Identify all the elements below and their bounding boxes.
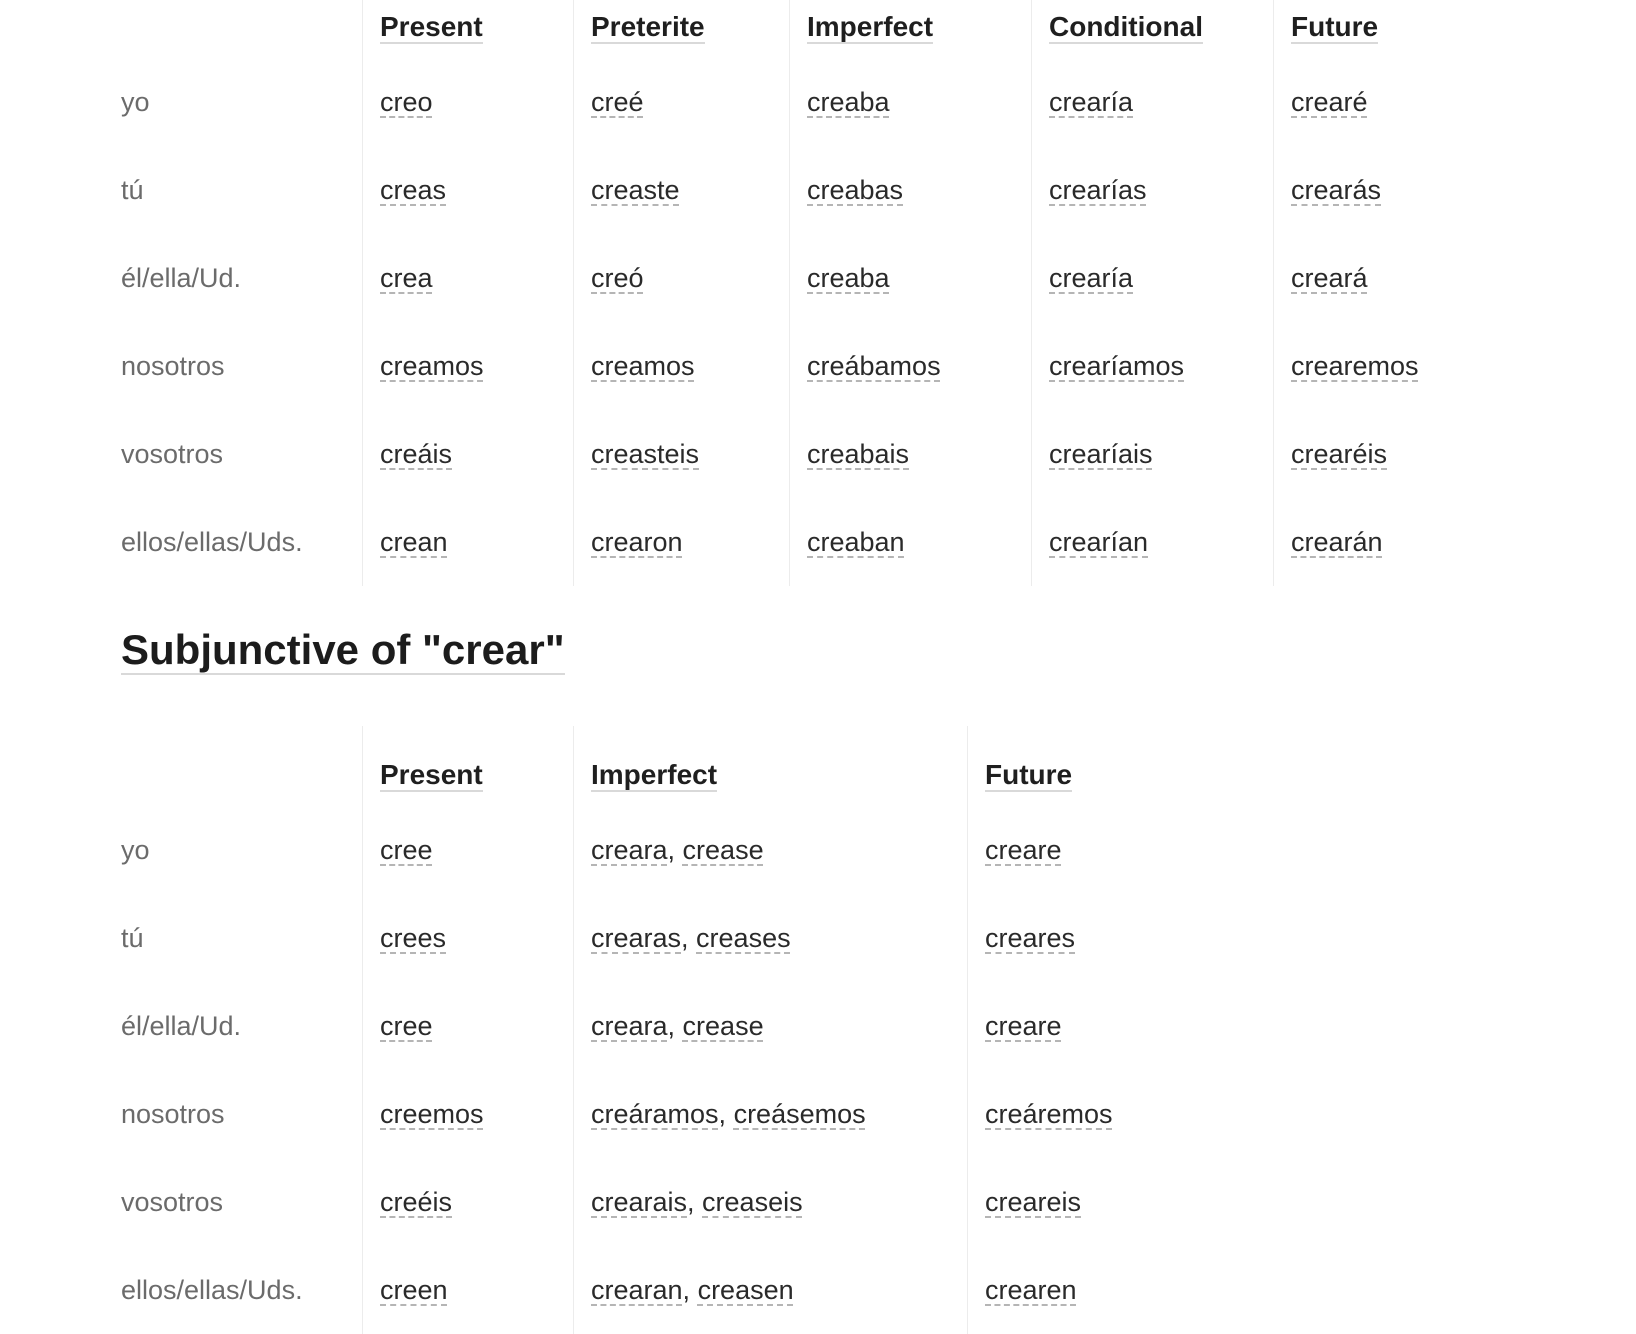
- verb-form-link[interactable]: creamos: [591, 350, 695, 381]
- table-row: [121, 1246, 1268, 1334]
- verb-form-link[interactable]: crearás: [1291, 174, 1382, 205]
- verb-form-link[interactable]: crearán: [1291, 526, 1383, 557]
- form-separator: ,: [667, 834, 683, 865]
- header-cell: [1274, 0, 1504, 58]
- table-cell: [363, 234, 574, 322]
- header-cell: [1032, 0, 1274, 58]
- table-cell: [1032, 58, 1274, 146]
- verb-form-link[interactable]: cree: [380, 1010, 433, 1041]
- table-row: [121, 58, 1504, 146]
- tense-header-present: Present: [380, 760, 483, 792]
- table-cell: [1274, 322, 1504, 410]
- table-cell: [363, 58, 574, 146]
- verb-form-link[interactable]: crearía: [1049, 262, 1134, 293]
- person-label: tú: [121, 146, 363, 234]
- verb-form-link[interactable]: creamos: [380, 350, 484, 381]
- table-cell: [363, 322, 574, 410]
- form-separator: ,: [687, 1186, 703, 1217]
- table-cell: [1032, 322, 1274, 410]
- verb-form-link[interactable]: creéis: [380, 1186, 453, 1217]
- person-label: vosotros: [121, 410, 363, 498]
- person-label: él/ella/Ud.: [121, 234, 363, 322]
- table-cell: [574, 498, 790, 586]
- table-cell: [574, 146, 790, 234]
- form-separator: ,: [718, 1098, 734, 1129]
- table-cell: [363, 1246, 574, 1334]
- verb-form-link[interactable]: cree: [380, 834, 433, 865]
- verb-form-link[interactable]: creé: [591, 86, 644, 117]
- table-row: [121, 146, 1504, 234]
- verb-form-link[interactable]: creemos: [380, 1098, 484, 1129]
- table-cell: [363, 498, 574, 586]
- table-cell: [1274, 234, 1504, 322]
- verb-form-link[interactable]: creabas: [807, 174, 904, 205]
- header-cell: [574, 726, 968, 806]
- verb-form-link[interactable]: creases: [696, 922, 791, 953]
- table-cell: [968, 894, 1268, 982]
- table-cell: [790, 234, 1032, 322]
- verb-form-link[interactable]: crearéis: [1291, 438, 1388, 469]
- verb-form-link[interactable]: creáis: [380, 438, 453, 469]
- table-cell: [574, 234, 790, 322]
- table-cell: [363, 146, 574, 234]
- person-label: tú: [121, 894, 363, 982]
- table-cell: [1274, 58, 1504, 146]
- header-cell: [968, 726, 1268, 806]
- verb-form-link[interactable]: creaba: [807, 86, 890, 117]
- table-cell: [1274, 498, 1504, 586]
- table-cell: [363, 806, 574, 894]
- header-cell: [574, 0, 790, 58]
- verb-form-link[interactable]: creáramos: [591, 1098, 719, 1129]
- table-row: [121, 894, 1268, 982]
- tense-header-imperfect: Imperfect: [591, 760, 717, 792]
- verb-form-link[interactable]: creareis: [985, 1186, 1082, 1217]
- table-cell: [363, 410, 574, 498]
- table-row: [121, 982, 1268, 1070]
- verb-form-link[interactable]: crearais: [591, 1186, 688, 1217]
- table-cell: [1032, 234, 1274, 322]
- verb-form-link[interactable]: crearan: [591, 1274, 683, 1305]
- person-label: nosotros: [121, 322, 363, 410]
- verb-form-link[interactable]: crearíamos: [1049, 350, 1185, 381]
- header-cell: [363, 726, 574, 806]
- table-cell: [790, 146, 1032, 234]
- table-cell: [574, 410, 790, 498]
- table-cell: [790, 498, 1032, 586]
- header-cell: [363, 0, 574, 58]
- verb-form-link[interactable]: crease: [682, 834, 764, 865]
- verb-form-link[interactable]: creo: [380, 86, 433, 117]
- verb-form-link[interactable]: creásemos: [733, 1098, 866, 1129]
- person-label: él/ella/Ud.: [121, 982, 363, 1070]
- header-cell: [790, 0, 1032, 58]
- person-label: yo: [121, 806, 363, 894]
- table-cell: [363, 1070, 574, 1158]
- verb-form-link[interactable]: creabais: [807, 438, 910, 469]
- person-label: ellos/ellas/Uds.: [121, 1246, 363, 1334]
- table-row: [121, 410, 1504, 498]
- tense-header-conditional: Conditional: [1049, 12, 1203, 44]
- person-label: vosotros: [121, 1158, 363, 1246]
- table-cell: [363, 1158, 574, 1246]
- verb-form-link[interactable]: crearía: [1049, 86, 1134, 117]
- verb-form-link[interactable]: crearon: [591, 526, 683, 557]
- verb-form-link[interactable]: creasteis: [591, 438, 700, 469]
- table-cell: [1032, 410, 1274, 498]
- header-empty-cell: [121, 726, 363, 806]
- table-cell: [968, 1246, 1268, 1334]
- table-row: [121, 1070, 1268, 1158]
- form-separator: ,: [681, 922, 697, 953]
- verb-form-link[interactable]: crearían: [1049, 526, 1149, 557]
- tense-header-imperfect: Imperfect: [807, 12, 933, 44]
- tense-header-future: Future: [985, 760, 1072, 792]
- verb-form-link[interactable]: creare: [985, 1010, 1062, 1041]
- person-label: yo: [121, 58, 363, 146]
- person-label: ellos/ellas/Uds.: [121, 498, 363, 586]
- subjunctive-header-row: [121, 726, 1268, 806]
- verb-form-link[interactable]: creaban: [807, 526, 905, 557]
- form-separator: ,: [682, 1274, 698, 1305]
- table-cell: [363, 894, 574, 982]
- table-cell: [968, 806, 1268, 894]
- verb-form-link[interactable]: creábamos: [807, 350, 941, 381]
- verb-form-link[interactable]: crease: [682, 1010, 764, 1041]
- table-cell: [968, 1158, 1268, 1246]
- verb-form-link[interactable]: creara: [591, 834, 668, 865]
- form-separator: ,: [667, 1010, 683, 1041]
- subjunctive-conjugation-table: [121, 726, 1268, 1334]
- verb-form-link[interactable]: creó: [591, 262, 644, 293]
- verb-form-link[interactable]: creasen: [697, 1274, 794, 1305]
- verb-form-link[interactable]: crearíais: [1049, 438, 1153, 469]
- verb-form-link[interactable]: creare: [985, 834, 1062, 865]
- verb-form-link[interactable]: crearas: [591, 922, 682, 953]
- verb-form-link[interactable]: creáremos: [985, 1098, 1113, 1129]
- tense-header-future: Future: [1291, 12, 1378, 44]
- table-cell: [790, 58, 1032, 146]
- table-cell: [574, 1070, 968, 1158]
- table-cell: [968, 1070, 1268, 1158]
- table-cell: [574, 806, 968, 894]
- table-cell: [1032, 146, 1274, 234]
- table-row: [121, 806, 1268, 894]
- verb-form-link[interactable]: crea: [380, 262, 433, 293]
- verb-form-link[interactable]: crees: [380, 922, 447, 953]
- verb-form-link[interactable]: creas: [380, 174, 447, 205]
- verb-form-link[interactable]: creaste: [591, 174, 680, 205]
- table-cell: [1274, 410, 1504, 498]
- table-row: [121, 498, 1504, 586]
- verb-form-link[interactable]: creará: [1291, 262, 1368, 293]
- person-label: nosotros: [121, 1070, 363, 1158]
- subjunctive-section-title: Subjunctive of "crear": [121, 626, 565, 675]
- table-cell: [790, 410, 1032, 498]
- verb-form-link[interactable]: crearé: [1291, 86, 1368, 117]
- table-row: [121, 1158, 1268, 1246]
- table-cell: [1032, 498, 1274, 586]
- verb-form-link[interactable]: creares: [985, 922, 1076, 953]
- table-cell: [574, 982, 968, 1070]
- verb-form-link[interactable]: crearías: [1049, 174, 1147, 205]
- table-cell: [574, 58, 790, 146]
- verb-form-link[interactable]: crearemos: [1291, 350, 1419, 381]
- table-cell: [574, 1158, 968, 1246]
- table-row: [121, 322, 1504, 410]
- table-cell: [363, 982, 574, 1070]
- verb-form-link[interactable]: crean: [380, 526, 448, 557]
- table-cell: [968, 982, 1268, 1070]
- verb-form-link[interactable]: crearen: [985, 1274, 1077, 1305]
- table-cell: [790, 322, 1032, 410]
- tense-header-preterite: Preterite: [591, 12, 705, 44]
- table-row: [121, 234, 1504, 322]
- indicative-conjugation-table: [121, 0, 1504, 586]
- verb-form-link[interactable]: creaba: [807, 262, 890, 293]
- verb-form-link[interactable]: creaseis: [702, 1186, 803, 1217]
- indicative-header-row: [121, 0, 1504, 58]
- header-empty-cell: [121, 0, 363, 58]
- verb-form-link[interactable]: creen: [380, 1274, 448, 1305]
- tense-header-present: Present: [380, 12, 483, 44]
- verb-form-link[interactable]: creara: [591, 1010, 668, 1041]
- table-cell: [1274, 146, 1504, 234]
- table-cell: [574, 894, 968, 982]
- table-cell: [574, 1246, 968, 1334]
- table-cell: [574, 322, 790, 410]
